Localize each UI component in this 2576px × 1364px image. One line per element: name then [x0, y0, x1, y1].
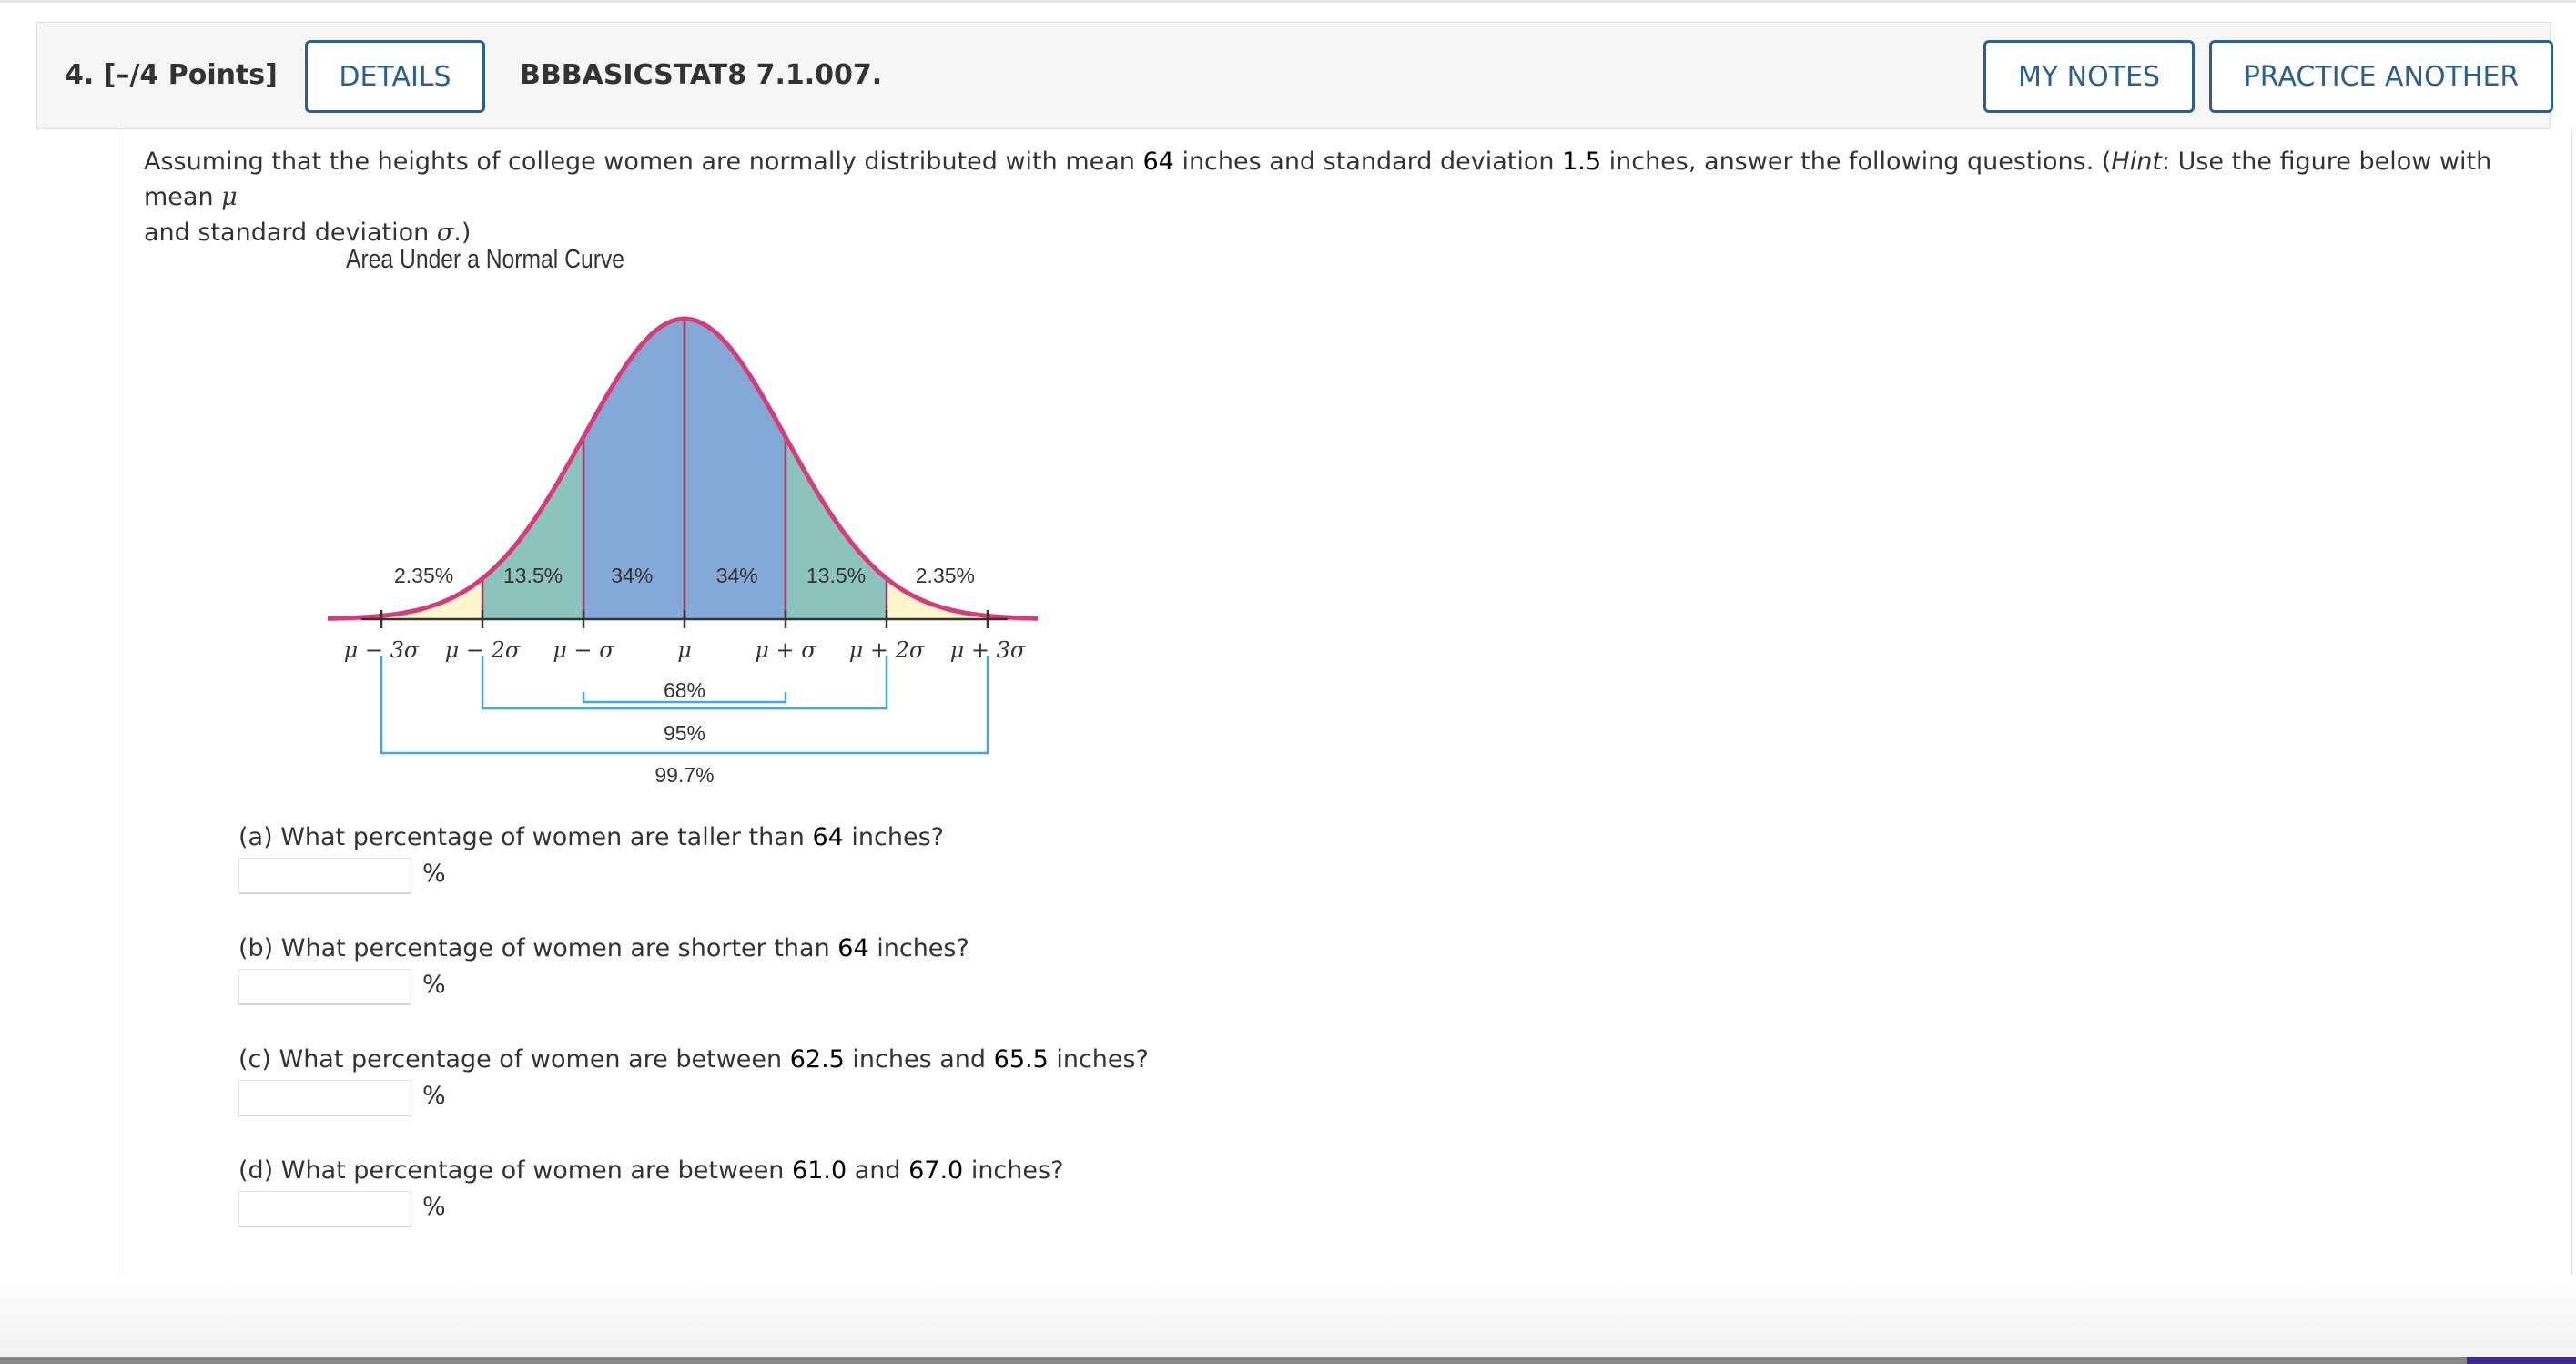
region-percent-label: 13.5%	[806, 564, 867, 587]
practice-another-button[interactable]: PRACTICE ANOTHER	[2209, 40, 2553, 113]
intro-hint: Hint	[2111, 148, 2162, 176]
question-text-fragment: inches?	[843, 823, 944, 851]
question-id: BBBASICSTAT8 7.1.007.	[520, 59, 883, 91]
question-part-d	[238, 1153, 1063, 1231]
bracket-label: 95%	[663, 721, 706, 745]
question-number-value: 65.5	[993, 1045, 1049, 1074]
answer-row	[238, 1191, 1063, 1231]
question-points: [–/4 Points]	[103, 59, 278, 91]
page-bottom	[0, 1275, 2576, 1364]
question-part-text	[238, 1153, 1063, 1189]
question-text-fragment: inches?	[1048, 1045, 1149, 1074]
answer-row	[238, 858, 944, 898]
answer-row	[238, 1080, 1149, 1120]
details-button[interactable]: DETAILS	[305, 40, 485, 113]
intro-text: : Use the figure below with mean	[144, 148, 2492, 211]
region-percent-label: 2.35%	[915, 564, 975, 587]
bracket-label: 99.7%	[654, 763, 715, 787]
normal-curve-chart	[328, 233, 1038, 798]
x-tick-label: μ + σ	[755, 637, 816, 663]
question-number	[65, 59, 278, 91]
bottom-bar	[0, 1357, 2576, 1364]
region-percent-label: 2.35%	[394, 564, 454, 587]
x-tick-label: μ − 2σ	[444, 637, 521, 663]
intro-sd: 1.5	[1562, 148, 1602, 176]
question-text-fragment: and	[847, 1156, 909, 1185]
answer-row	[238, 969, 969, 1009]
top-rule	[0, 0, 2576, 3]
answer-input-b[interactable]	[238, 969, 411, 1005]
intro-text: inches, answer the following questions. (	[1601, 148, 2112, 176]
intro-text: and standard deviation	[144, 219, 437, 247]
answer-input-c[interactable]	[238, 1080, 411, 1116]
question-text-fragment: (c) What percentage of women are between	[238, 1045, 790, 1074]
question-part-c	[238, 1042, 1149, 1120]
x-tick-label: μ	[677, 637, 692, 663]
question-part-a	[238, 819, 944, 898]
answer-input-d[interactable]	[238, 1191, 411, 1227]
region-percent-label: 34%	[715, 564, 758, 587]
my-notes-button[interactable]: MY NOTES	[1983, 40, 2195, 113]
intro-text: .)	[453, 219, 472, 247]
question-number-value: 64	[837, 934, 869, 962]
x-tick-label: μ − σ	[553, 637, 614, 663]
question-header	[36, 22, 2551, 129]
x-tick-label: μ + 2σ	[848, 637, 925, 663]
question-number-text: 4.	[65, 59, 95, 91]
question-text-fragment: inches?	[868, 934, 969, 962]
question-number-value: 67.0	[908, 1156, 964, 1185]
percent-unit: %	[422, 1193, 446, 1221]
question-text-fragment: inches and	[844, 1045, 994, 1074]
question-number-value: 61.0	[792, 1156, 847, 1185]
intro-text: inches and standard deviation	[1173, 148, 1563, 176]
percent-unit: %	[422, 1082, 446, 1110]
bracket-label: 68%	[663, 678, 706, 702]
intro-mean: 64	[1142, 148, 1174, 176]
question-part-text	[238, 1042, 1149, 1078]
question-part-text	[238, 931, 969, 967]
question-part-b	[238, 931, 969, 1009]
answer-input-a[interactable]	[238, 858, 411, 894]
percent-unit: %	[422, 971, 446, 999]
region-percent-label: 34%	[611, 564, 654, 587]
question-text-fragment: (b) What percentage of women are shorter than	[238, 934, 838, 962]
intro-text: Assuming that the heights of college women are normally distributed with mean	[144, 148, 1143, 176]
bottom-accent	[2467, 1357, 2576, 1364]
question-number-value: 64	[812, 823, 844, 851]
question-text-fragment: inches?	[963, 1156, 1064, 1185]
intro-mu: μ	[221, 183, 238, 211]
region-percent-label: 13.5%	[502, 564, 563, 587]
x-tick-label: μ + 3σ	[949, 637, 1026, 663]
chart-title: Area Under a Normal Curve	[346, 245, 624, 274]
percent-unit: %	[422, 860, 446, 888]
question-text-fragment: (d) What percentage of women are between	[238, 1156, 793, 1185]
question-number-value: 62.5	[789, 1045, 845, 1074]
intro-sigma: σ	[436, 219, 454, 247]
question-text-fragment: (a) What percentage of women are taller than	[238, 823, 813, 851]
x-tick-label: μ − 3σ	[343, 637, 420, 663]
question-part-text	[238, 819, 944, 856]
